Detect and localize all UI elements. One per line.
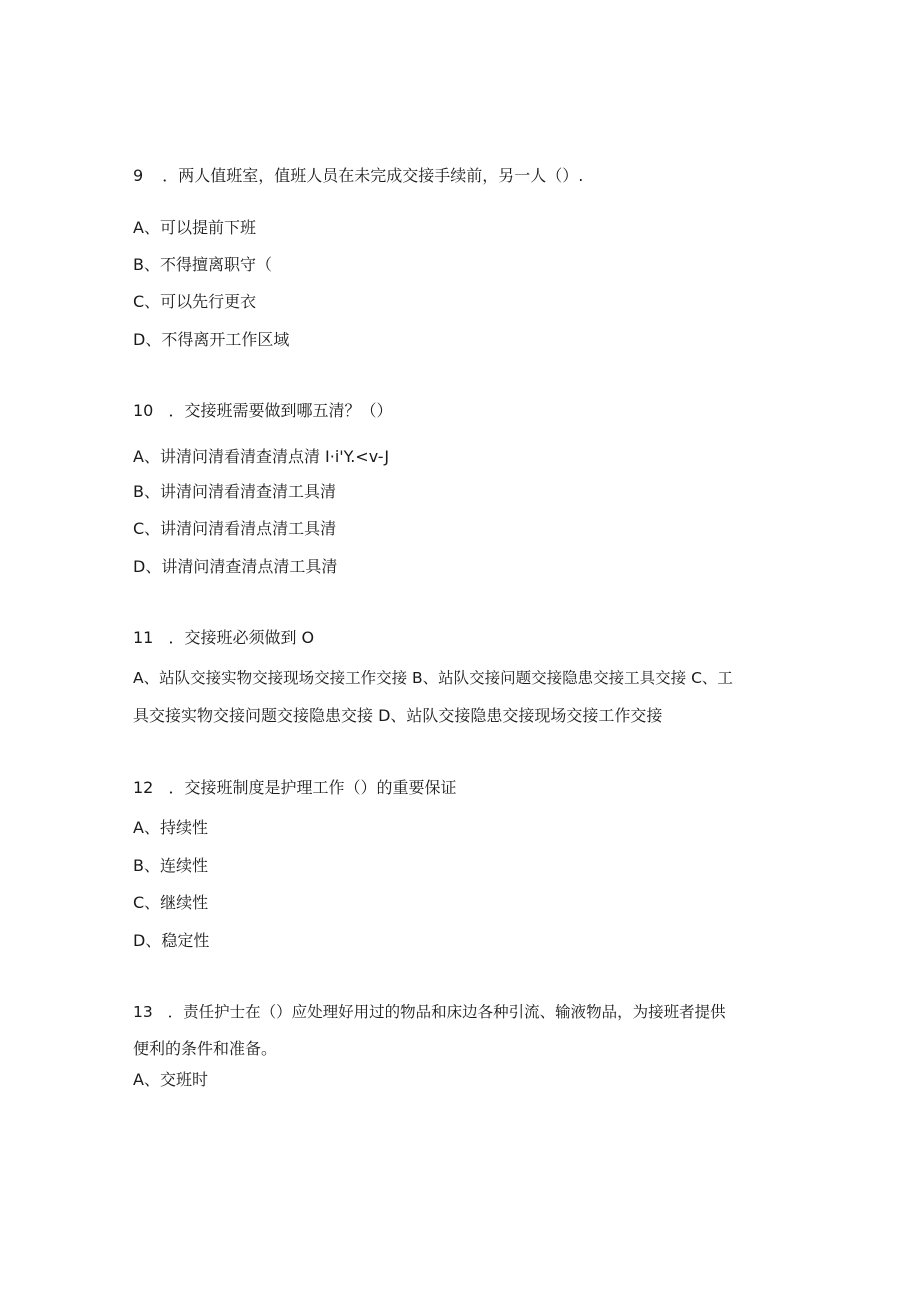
option-d: D、稳定性 [133,931,210,950]
question-number: 11 [133,628,154,647]
option-a: A、可以提前下班 [133,218,256,237]
option-c: C、继续性 [133,893,209,912]
option-b: B、不得擅离职守（ [133,255,272,274]
question-11-stem [133,628,314,648]
question-text: ．交接班必须做到 O [168,628,315,647]
option-line-2: 具交接实物交接问题交接隐患交接 D、站队交接隐患交接现场交接工作交接 [133,706,663,725]
question-number: 9 [133,166,144,185]
question-text: ．交接班需要做到哪五清？（） [168,401,393,420]
question-13-stem [133,1002,726,1022]
question-13-stem-continued: 便利的条件和准备。 [133,1039,278,1058]
question-9-stem [133,166,583,186]
option-line-1: A、站队交接实物交接现场交接工作交接 B、站队交接问题交接隐患交接工具交接 C、工 [133,669,733,687]
option-c: C、讲清问清看清点清工具清 [133,519,337,538]
option-b: B、连续性 [133,856,208,875]
option-b: B、讲清问清看清查清工具清 [133,482,336,501]
question-text: ．两人值班室，值班人员在未完成交接手续前，另一人（）. [162,166,584,185]
option-d: D、不得离开工作区域 [133,330,290,349]
option-a: A、讲清问清看清查清点清 I·i'Y.<v-J [133,447,390,466]
option-a: A、持续性 [133,818,208,837]
question-number: 12 [133,778,154,797]
option-d: D、讲清问清查清点清工具清 [133,557,338,576]
question-10-stem [133,401,392,421]
question-12-stem [133,778,456,798]
option-c: C、可以先行更衣 [133,292,257,311]
question-number: 13 [133,1003,153,1021]
question-text: ．责任护士在（）应处理好用过的物品和床边各种引流、输液物品，为接班者提供 [167,1003,726,1021]
option-a: A、交班时 [133,1070,208,1089]
question-text: ．交接班制度是护理工作（）的重要保证 [168,778,457,797]
question-number: 10 [133,401,154,420]
